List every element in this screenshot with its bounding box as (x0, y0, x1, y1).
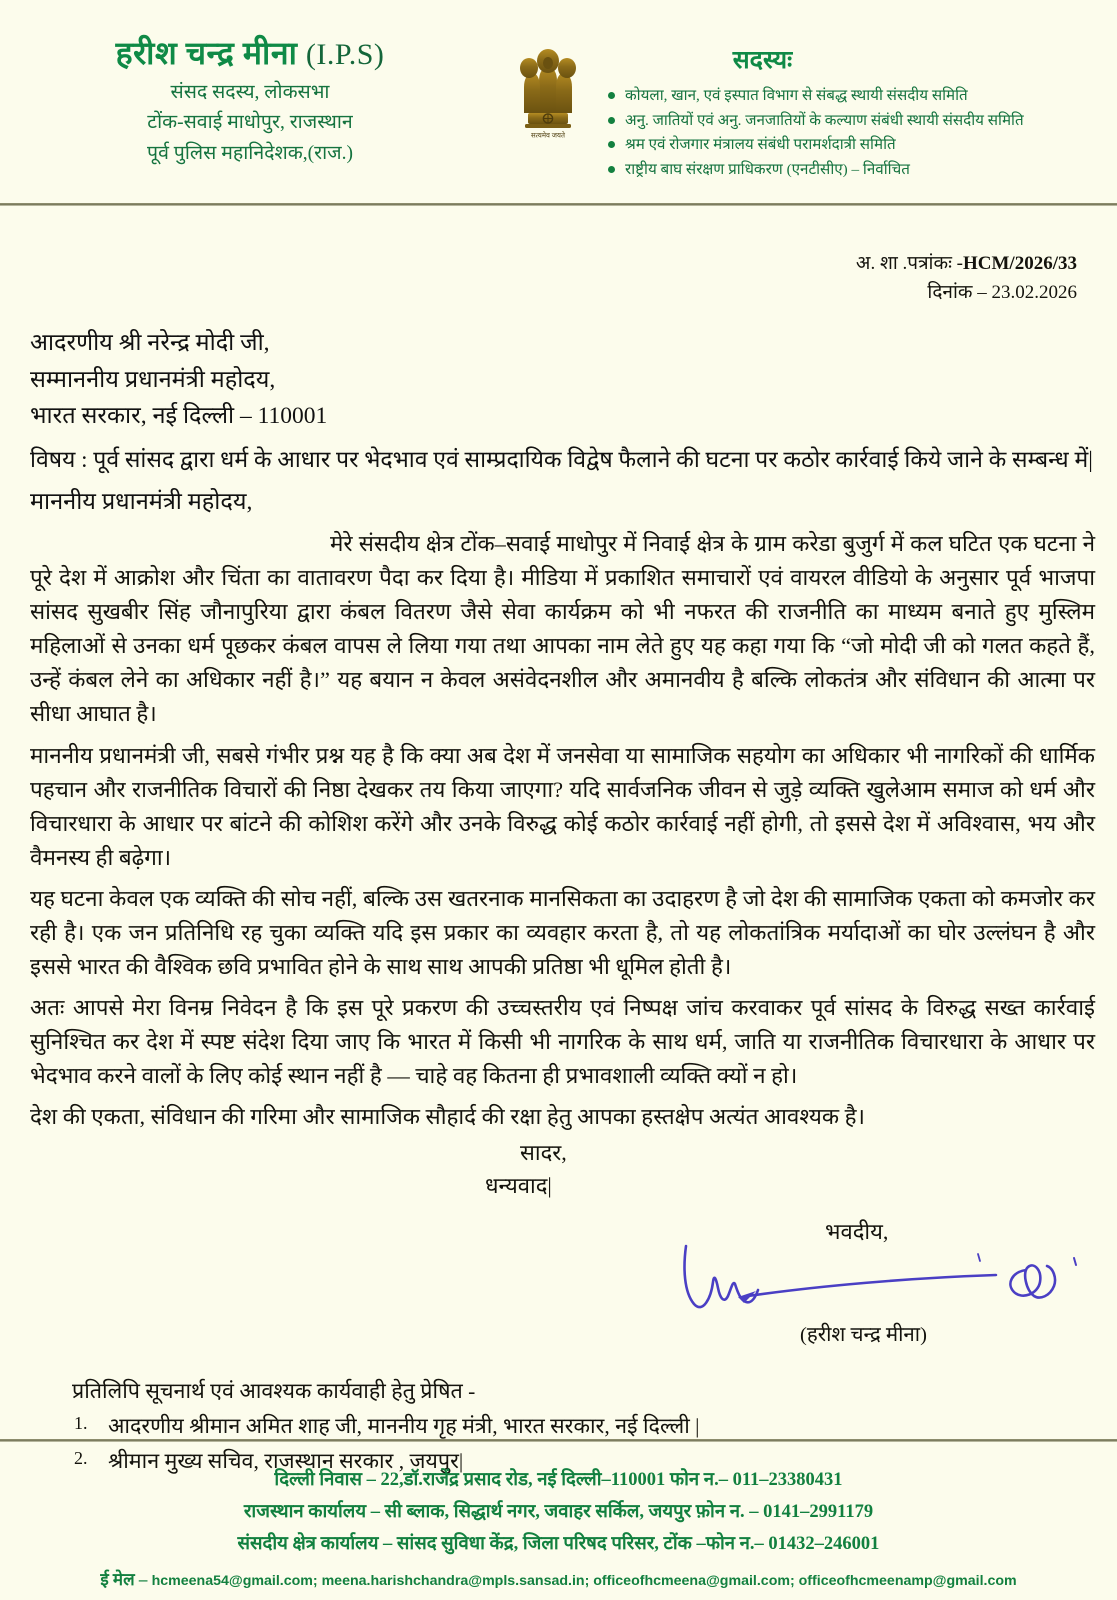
copy-to-item-number: 1. (74, 1413, 88, 1434)
membership-item-label: राष्ट्रीय बाघ संरक्षण प्राधिकरण (एनटीसीए) – निर्वाचित (625, 160, 910, 178)
signature-block (30, 1216, 1095, 1347)
signature-scribble-icon (678, 1234, 1098, 1324)
closing-regards: सादर, (520, 1140, 567, 1166)
address-line-2: सम्माननीय प्रधानमंत्री महोदय, (30, 366, 276, 393)
copy-to-item-number: 2. (74, 1447, 88, 1468)
salutation: माननीय प्रधानमंत्री महोदय, (30, 488, 253, 515)
mp-name-text: हरीश चन्द्र मीना (115, 35, 298, 71)
body-paragraph: अतः आपसे मेरा विनम्र निवेदन है कि इस पूरे प्रकरण की उच्चस्तरीय एवं निष्पक्ष जांच करवाकर पूर्व सांसद के विरुद्ध सख्त कार्रवाई सुनिश्चित कर देश में स्पष्ट संदेश दिया जाए कि भारत में किसी भी नागरिक के साथ धर्म, जाति या राजनीतिक विचारधारा के आधार पर भेदभाव करने वालों के लिए कोई स्थान नहीं है — चाहे वह कितना ही प्रभावशाली व्यक्ति क्यों न हो। (30, 994, 1095, 1088)
footer-address-delhi: दिल्ली निवास – 22,डॉ.राजेंद्र प्रसाद रोड, नई दिल्ली–110001 फोन न.– 011–23380431 (274, 1469, 843, 1490)
address-line-3: भारत सरकार, नई दिल्ली – 110001 (30, 403, 328, 430)
recipient-address (30, 326, 1095, 435)
membership-item (606, 133, 1109, 158)
copy-to-title: प्रतिलिपि सूचनार्थ एवं आवश्यक कार्यवाही हेतु प्रेषित - (72, 1379, 476, 1404)
letterhead-sub-line-2: टोंक-सवाई माधोपुर, राजस्थान (147, 112, 353, 134)
letterhead-right (606, 42, 1109, 183)
header-divider (0, 203, 1117, 206)
mp-name (0, 36, 500, 71)
membership-item-label: अनु. जातियों एवं अनु. जनजातियों के कल्याण संबंधी स्थायी संसदीय समिति (625, 111, 1024, 129)
address-line-1: आदरणीय श्री नरेन्द्र मोदी जी, (30, 329, 270, 356)
closing-block (30, 1136, 1095, 1202)
footer-divider (0, 1439, 1117, 1442)
closing-yours: भवदीय, (825, 1219, 889, 1245)
footer-emails (0, 1567, 1117, 1593)
letter-body (0, 249, 1117, 1479)
footer (0, 1464, 1117, 1592)
membership-item (606, 84, 1109, 109)
membership-item-label: कोयला, खान, एवं इस्पात विभाग से संबद्ध स्थायी संसदीय समिति (625, 87, 968, 104)
membership-list (606, 84, 1109, 183)
letterhead-subtitles (0, 78, 500, 169)
copy-to-item-label: श्रीमान मुख्य सचिव, राजस्थान सरकार , जयपुर| (108, 1448, 464, 1473)
subject-line: विषय : पूर्व सांसद द्वारा धर्म के आधार पर भेदभाव एवं साम्प्रदायिक विद्वेष फैलाने की घटना पर कठोर कार्रवाई किये जाने के सम्बन्ध में| (30, 447, 1093, 473)
membership-item (606, 158, 1109, 183)
bullet-icon (608, 117, 615, 124)
ashoka-emblem-icon (505, 32, 591, 150)
email-addresses[interactable]: hcmeena54@gmail.com; meena.harishchandra@mpls.sansad.in; officeofhcmeena@gmail.com; officeofhcmeenamp@gmail.com (151, 1572, 1017, 1589)
letterhead-sub-line-3: पूर्व पुलिस महानिदेशक,(राज.) (147, 142, 353, 164)
letterhead-sub-line-1: संसद सदस्य, लोकसभा (170, 82, 330, 104)
membership-heading: सदस्यः (732, 47, 793, 74)
email-label: ई मेल – (100, 1569, 152, 1589)
reference-number-line (30, 249, 1077, 278)
date-label: दिनांक – (927, 282, 992, 304)
reference-label: अ. शा .पत्रांकः - (855, 253, 963, 274)
letterhead-left (0, 36, 500, 169)
footer-address-rajasthan: राजस्थान कार्यालय – सी ब्लाक, सिद्धार्थ नगर, जवाहर सर्किल, जयपुर फ़ोन न. – 0141–2991179 (243, 1502, 874, 1523)
svg-text:सत्यमेव जयते: सत्यमेव जयते (531, 131, 565, 140)
mp-ips-suffix: (I.P.S) (305, 38, 385, 71)
body-paragraph: यह घटना केवल एक व्यक्ति की सोच नहीं, बल्कि उस खतरनाक मानसिकता का उदाहरण है जो देश की सामाजिक एकता को कमजोर कर रही है। एक जन प्रतिनिधि रह चुका व्यक्ति यदि इस प्रकार का व्यवहार करता है, तो यह लोकतांत्रिक मर्यादाओं का घोर उल्लंघन है और इससे भारत की वैश्विक छवि प्रभावित होने के साथ साथ आपकी प्रतिष्ठा भी धूमिल होती है। (30, 885, 1095, 979)
body-paragraph: माननीय प्रधानमंत्री जी, सबसे गंभीर प्रश्न यह है कि क्या अब देश में जनसेवा या सामाजिक सहयोग का अधिकार भी नागरिकों की धार्मिक पहचान और राजनीतिक विचारों की निष्ठा देखकर तय किया जाएगा? यदि सार्वजनिक जीवन से जुड़े व्यक्ति खुलेआम समाज को धर्म और विचारधारा के आधार पर बांटने की कोशिश करेंगे और उनके विरुद्ध कोई कठोर कार्रवाई नहीं होगी, तो इससे देश में अविश्वास, भय और वैमनस्य ही बढ़ेगा। (30, 742, 1095, 870)
closing-thanks: धन्यवाद| (485, 1173, 552, 1199)
reference-date-line (30, 278, 1077, 307)
membership-item (606, 109, 1109, 134)
body-paragraph: मेरे संसदीय क्षेत्र टोंक–सवाई माधोपुर में निवाई क्षेत्र के ग्राम करेडा बुजुर्ग में कल घटित एक घटना ने पूरे देश में आक्रोश और चिंता का वातावरण पैदा कर दिया है। मीडिया में प्रकाशित समाचारों एवं वायरल वीडियो के अनुसार पूर्व भाजपा सांसद सुखबीर सिंह जौनापुरिया द्वारा कंबल वितरण जैसे सेवा कार्यक्रम को भी नफरत की राजनीति का माध्यम बनाते हुए मुस्लिम महिलाओं से उनका धर्म पूछकर कंबल वापस ले लिया गया तथा आपका नाम लेते हुए यह कहा गया कि “जो मोदी जी को गलत कहते हैं, उन्हें कंबल लेने का अधिकार नहीं है।” यह बयान न केवल असंवेदनशील और अमानवीय है बल्कि लोकतंत्र और संविधान की आत्मा पर सीधा आघात है। (30, 531, 1095, 727)
reference-number: HCM/2026/33 (963, 253, 1077, 274)
bullet-icon (608, 166, 615, 173)
date-value: 23.02.2026 (991, 282, 1077, 304)
footer-address-constituency: संसदीय क्षेत्र कार्यालय – सांसद सुविधा केंद्र, जिला परिषद परिसर, टोंक –फोन न.– 01432–246001 (237, 1534, 880, 1555)
bullet-icon (608, 141, 615, 148)
body-paragraph: देश की एकता, संविधान की गरिमा और सामाजिक सौहार्द की रक्षा हेतु आपका हस्तक्षेप अत्यंत आवश्यक है। (30, 1103, 865, 1129)
membership-item-label: श्रम एवं रोजगार मंत्रालय संबंधी परामर्शदात्री समिति (625, 136, 896, 154)
letterhead (0, 0, 1117, 205)
bullet-icon (608, 92, 615, 99)
copy-to-item-label: आदरणीय श्रीमान अमित शाह जी, माननीय गृह मंत्री, भारत सरकार, नई दिल्ली | (108, 1414, 700, 1439)
signer-name: (हरीश चन्द्र मीना) (800, 1324, 927, 1347)
reference-block (30, 249, 1095, 308)
